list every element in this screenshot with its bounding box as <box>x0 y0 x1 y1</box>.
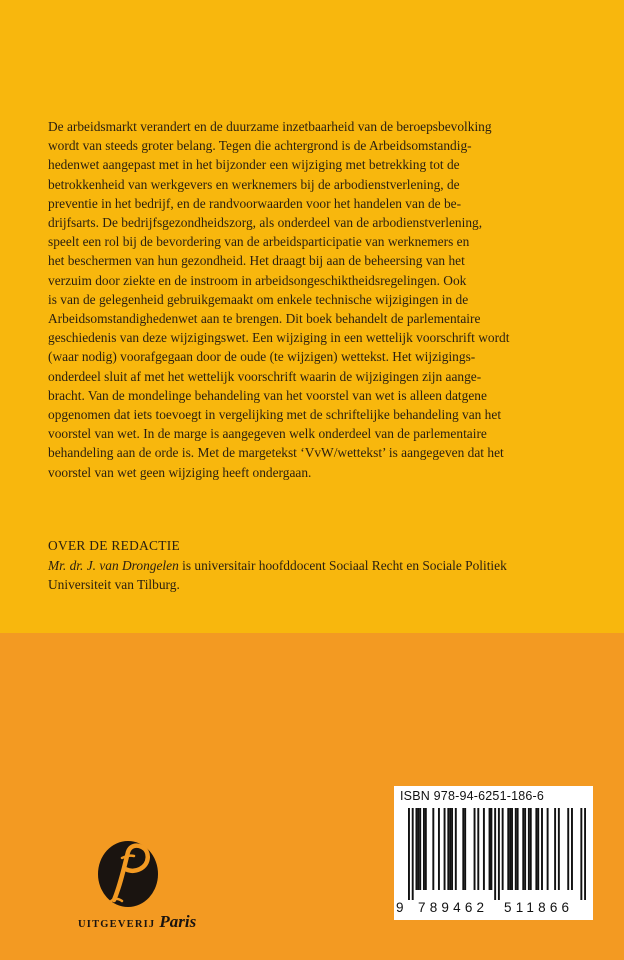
editor-description: is universitair hoofddocent Sociaal Recht en Sociale Politiek <box>178 557 507 573</box>
barcode-bar <box>490 808 492 890</box>
barcode-bar <box>517 808 519 890</box>
barcode-bar <box>511 808 513 890</box>
barcode-bars <box>408 808 586 900</box>
barcode-bar <box>494 808 496 900</box>
description-line: (waar nodig) voorafgegaan door de oude (te wijzigen) wettekst. Het wijzigings- <box>48 349 476 365</box>
barcode-bar <box>477 808 479 890</box>
barcode-bar <box>558 808 560 890</box>
stylized-p-logo-icon <box>84 838 174 910</box>
barcode-lead-digit: 9 <box>396 900 404 915</box>
barcode-bar <box>447 808 449 890</box>
about-editors <box>48 536 608 595</box>
publisher-wordmark <box>78 912 196 932</box>
barcode-bar <box>455 808 457 890</box>
barcode-digits <box>396 900 591 918</box>
description-line: onderdeel sluit af met het wettelijk voorschrift waarin de wijzigingen zijn aange- <box>48 368 482 384</box>
description-line: voorstel van wet. In de marge is aangegeven welk onderdeel van de parlementaire <box>48 426 487 442</box>
barcode-bar <box>417 808 419 890</box>
description-line: Arbeidsomstandighedenwet aan te brengen. Dit boek behandelt de parlementaire <box>48 311 481 327</box>
description-line: drijfsarts. De bedrijfsgezondheidszorg, als onderdeel van de arbodienstverlening, <box>48 215 483 231</box>
barcode-bar <box>580 808 582 900</box>
description-line: is van de gelegenheid gebruikgemaakt om enkele technische wijzigingen in de <box>48 291 469 307</box>
description-line: verzuim door ziekte en de instroom in arbeidsongeschiktheidsregelingen. Ook <box>48 272 467 288</box>
publisher-prefix: UITGEVERIJ <box>78 919 156 930</box>
barcode-bar <box>483 808 485 890</box>
barcode-bar <box>524 808 526 890</box>
barcode-bar <box>571 808 573 890</box>
description-line: De arbeidsmarkt verandert en de duurzame inzetbaarheid van de beroepsbevolking <box>48 119 492 134</box>
barcode-bar <box>425 808 427 890</box>
publisher-name: Paris <box>159 912 197 931</box>
description-line: wordt van steeds groter belang. Tegen die achtergrond is de Arbeidsomstandig- <box>48 138 472 154</box>
barcode-bar <box>489 808 491 890</box>
barcode-bar <box>474 808 476 890</box>
book-description <box>48 117 578 482</box>
barcode-bar <box>412 808 414 900</box>
barcode-bar <box>567 808 569 890</box>
barcode-bar <box>498 808 500 900</box>
description-line: behandeling aan de orde is. Met de margetekst ‘VvW/wettekst’ is aangegeven dat het <box>48 445 504 461</box>
barcode-bar <box>509 808 511 890</box>
barcode-right-digits: 511866 <box>504 900 574 915</box>
description-line: preventie in het bedrijf, en de randvoorwaarden voor het handelen van de be- <box>48 195 462 211</box>
description-line: opgenomen dat iets toevoegt in vergelijking met de schriftelijke behandeling van het <box>48 407 502 423</box>
editor-name: Mr. dr. J. van Drongelen <box>48 557 179 573</box>
editors-heading: OVER DE REDACTIE <box>48 538 180 553</box>
description-line: geschiedenis van deze wijzigingswet. Een wijziging in een wettelijk voorschrift wordt <box>48 330 510 346</box>
description-line: bracht. Van de mondelinge behandeling van het voorstel van wet is alleen datgene <box>48 387 487 403</box>
barcode-bar <box>449 808 451 890</box>
description-line: het beschermen van hun gezondheid. Het draagt bij aan de beheersing van het <box>48 253 465 269</box>
barcode-bar <box>541 808 543 890</box>
barcode-bar <box>432 808 434 890</box>
isbn-text: ISBN 978-94-6251-186-6 <box>400 789 545 803</box>
editor-affiliation: Universiteit van Tilburg. <box>48 577 180 593</box>
barcode-bar <box>515 808 517 890</box>
barcode-bar <box>502 808 504 890</box>
barcode-bar <box>507 808 509 890</box>
isbn-barcode <box>394 786 593 920</box>
description-line: speelt een rol bij de bevordering van de arbeidsparticipatie van werknemers en <box>48 234 470 250</box>
barcode-bar <box>444 808 446 890</box>
barcode-bar <box>438 808 440 890</box>
barcode-left-digits: 789462 <box>418 900 489 915</box>
description-line: voorstel van wet geen wijziging heeft ondergaan. <box>48 464 312 480</box>
barcode-bar <box>451 808 453 890</box>
barcode-bar <box>530 808 532 890</box>
description-line: betrokkenheid van werkgevers en werknemers bij de arbodienstverlening, de <box>48 176 460 192</box>
barcode-bar <box>528 808 530 890</box>
barcode-bar <box>408 808 410 900</box>
publisher-logo <box>78 838 197 938</box>
barcode-bar <box>419 808 421 890</box>
barcode-bar <box>537 808 539 890</box>
barcode-bar <box>415 808 417 890</box>
barcode-bar <box>462 808 464 890</box>
barcode-bar <box>547 808 549 890</box>
barcode-bar <box>423 808 425 890</box>
barcode-bar <box>554 808 556 890</box>
editor-line <box>48 556 608 576</box>
barcode-bar <box>464 808 466 890</box>
description-line: hedenwet aangepast met in het bijzonder een wijziging met betrekking tot de <box>48 157 460 173</box>
barcode-bar <box>584 808 586 900</box>
barcode-bar <box>522 808 524 890</box>
barcode-bar <box>535 808 537 890</box>
